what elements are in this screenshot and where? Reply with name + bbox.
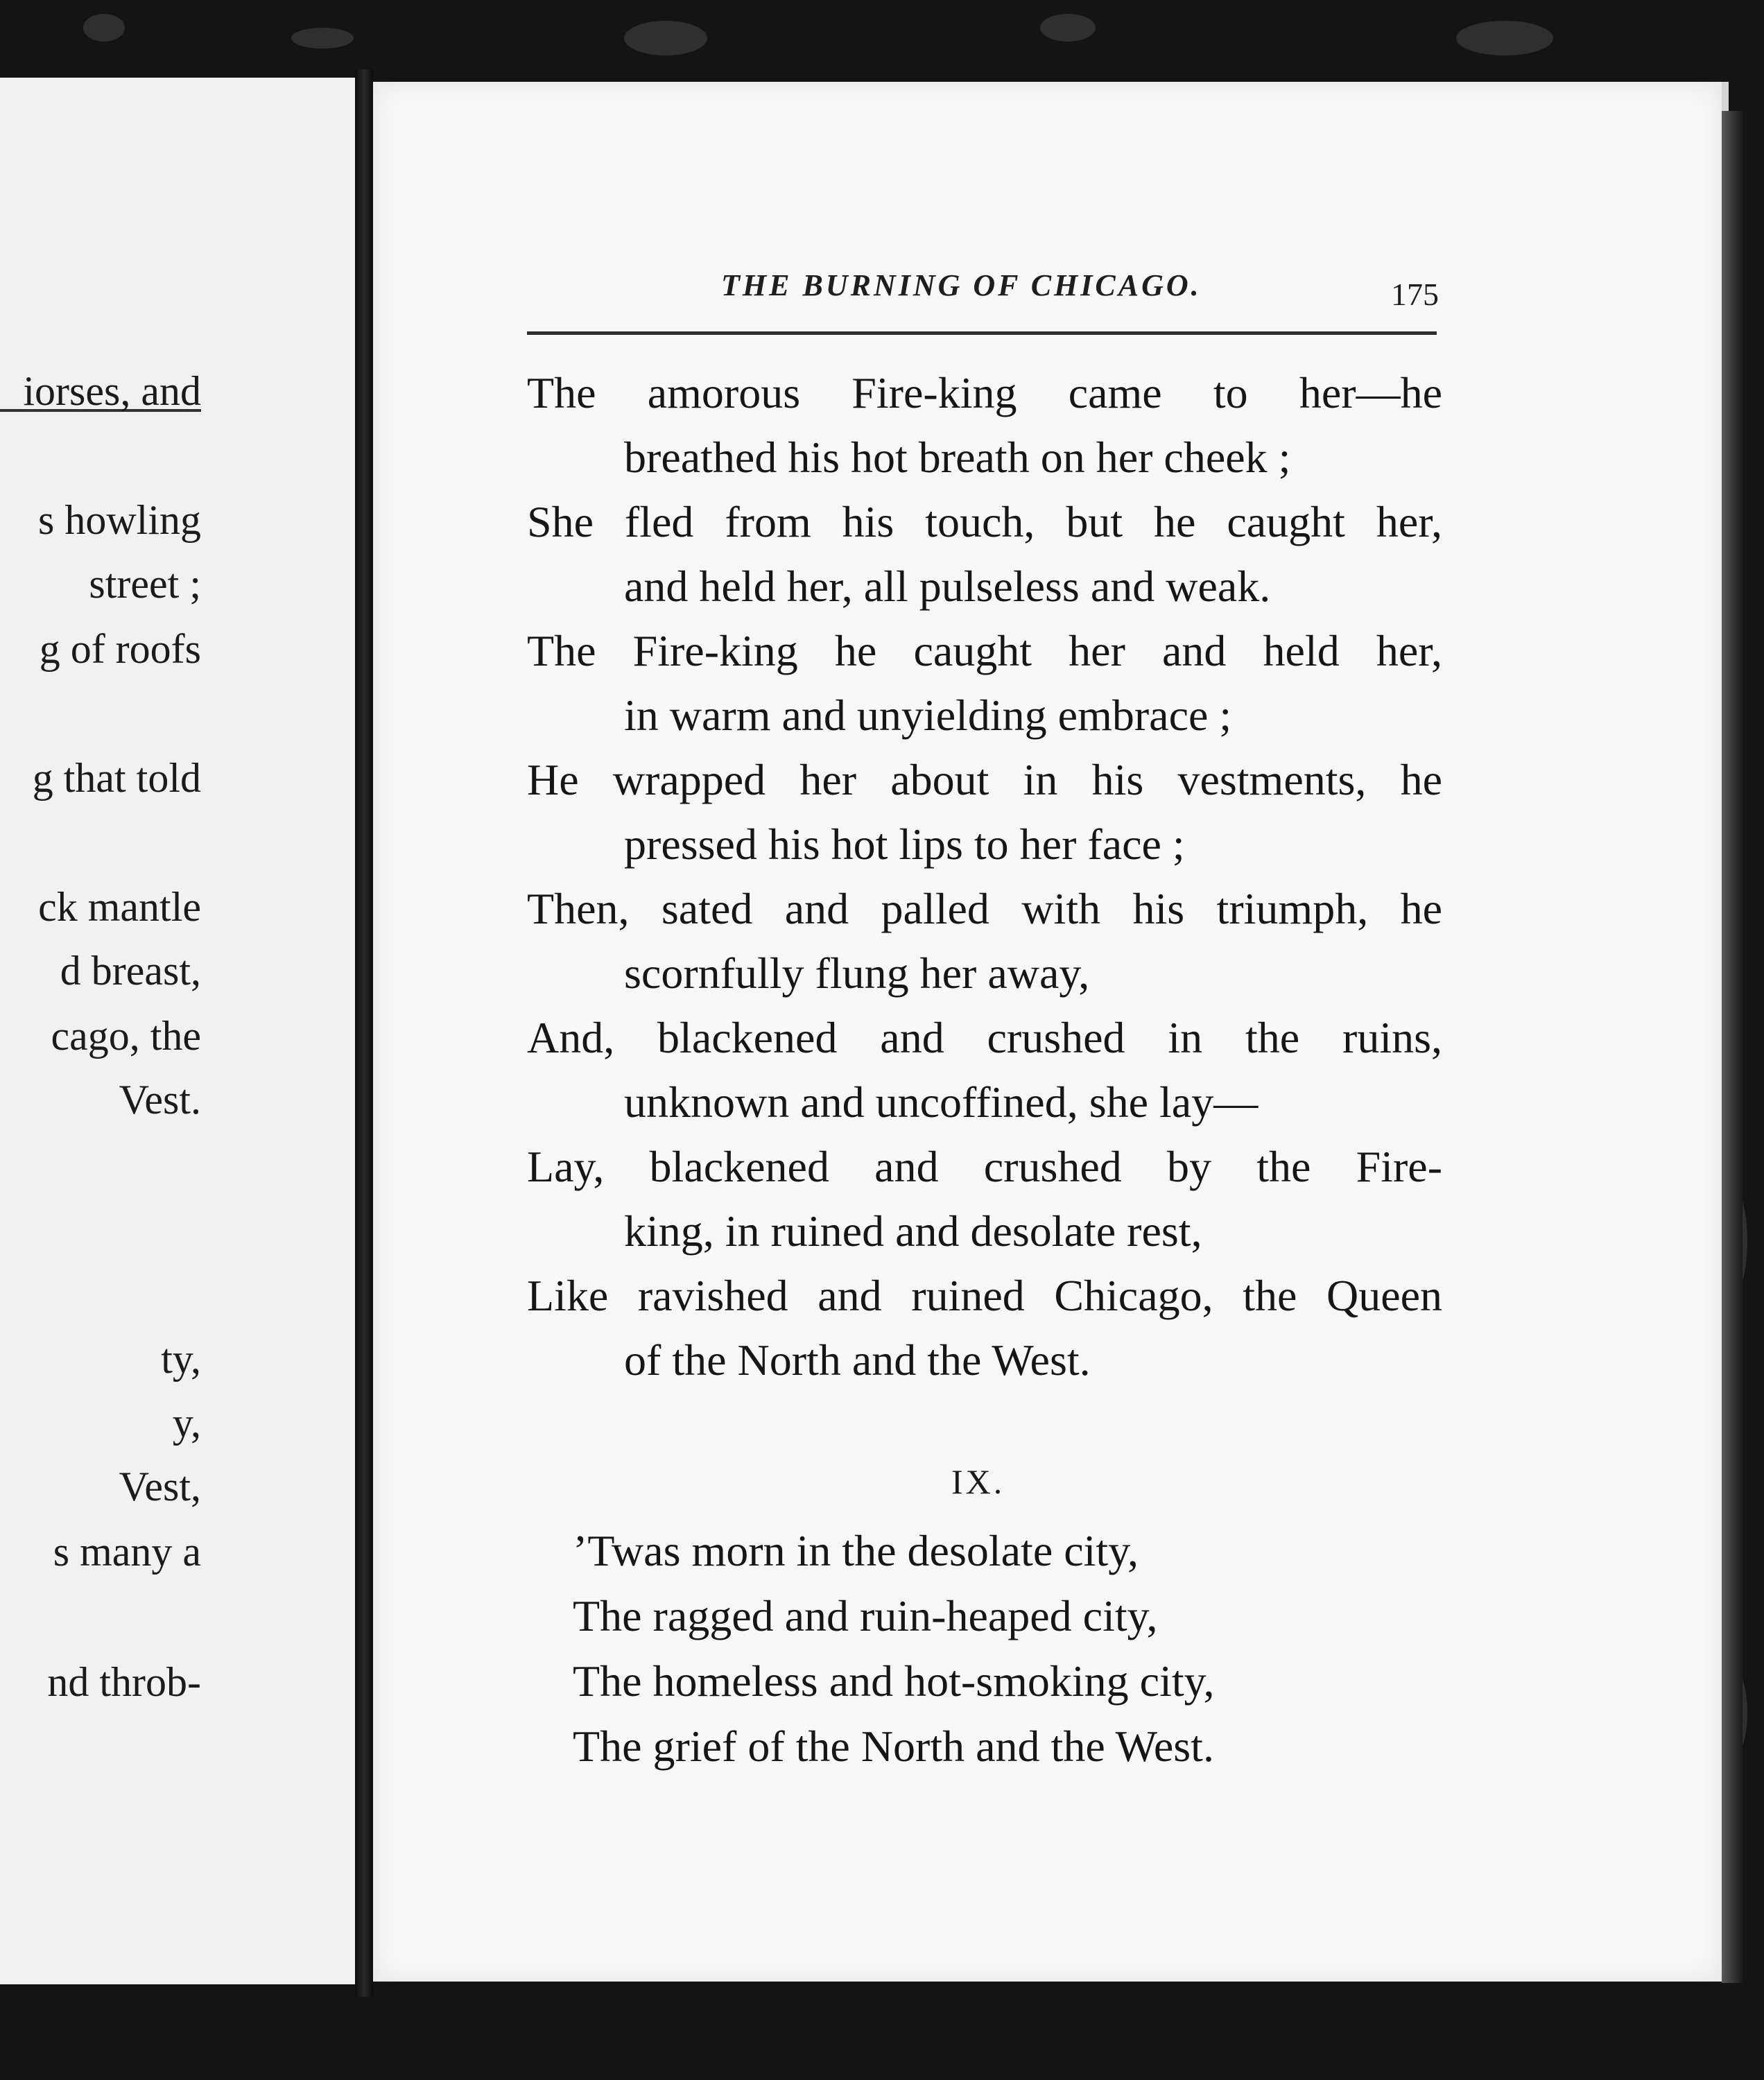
- running-head: THE BURNING OF CHICAGO.: [721, 268, 1202, 302]
- left-line: ck mantle: [38, 884, 201, 930]
- verse-line: and held her, all pulseless and weak.: [624, 562, 1271, 611]
- verse-line: The grief of the North and the West.: [573, 1722, 1214, 1771]
- verse-line: ’Twas morn in the desolate city,: [573, 1526, 1139, 1575]
- left-line: g that told: [32, 755, 201, 801]
- verse-line: scornfully flung her away,: [624, 948, 1090, 998]
- verse-line: unknown and uncoffined, she lay—: [624, 1077, 1259, 1127]
- left-page: [0, 78, 358, 1984]
- verse-line: of the North and the West.: [624, 1335, 1091, 1385]
- page-number: 175: [1391, 277, 1439, 312]
- verse-line: in warm and unyielding embrace ;: [624, 691, 1232, 740]
- stanza-viii: [527, 361, 1442, 1392]
- verse-line: Lay, blackened and crushed by the Fire-: [527, 1142, 1442, 1191]
- left-page-text: [0, 78, 208, 1984]
- verse-line: The ragged and ruin-heaped city,: [573, 1591, 1158, 1640]
- book-gutter: [355, 69, 373, 1997]
- verse-line: She fled from his touch, but he caught her,: [527, 497, 1442, 546]
- header-rule: [527, 331, 1437, 335]
- left-line: cago, the: [51, 1013, 201, 1059]
- left-line: y,: [172, 1400, 201, 1446]
- left-line: ty,: [161, 1336, 201, 1382]
- verse-line: breathed his hot breath on her cheek ;: [624, 433, 1291, 482]
- left-line: s howling: [37, 497, 201, 543]
- left-line: street ;: [89, 561, 201, 607]
- verse-line: pressed his hot lips to her face ;: [624, 820, 1185, 869]
- stanza-ix: [573, 1518, 1405, 1779]
- verse-line: He wrapped her about in his vestments, he: [527, 755, 1442, 804]
- left-line: d breast,: [60, 948, 201, 994]
- section-numeral: IX.: [951, 1462, 1005, 1501]
- left-line: Vest.: [119, 1077, 201, 1123]
- verse-line: The Fire-king he caught her and held her,: [527, 626, 1442, 675]
- verse-line: The homeless and hot-smoking city,: [573, 1656, 1215, 1706]
- verse-line: Then, sated and palled with his triumph, he: [527, 884, 1442, 933]
- left-line: iorses, and: [23, 368, 201, 414]
- verse-line: And, blackened and crushed in the ruins,: [527, 1013, 1442, 1062]
- verse-line: Like ravished and ruined Chicago, the Queen: [527, 1271, 1442, 1320]
- page-edge: [1722, 111, 1743, 1983]
- left-line: nd throb-: [47, 1659, 201, 1705]
- left-line: g of roofs: [39, 626, 201, 672]
- left-line: Vest,: [119, 1464, 201, 1509]
- verse-line: king, in ruined and desolate rest,: [624, 1206, 1202, 1256]
- left-line: s many a: [53, 1529, 201, 1575]
- verse-line: The amorous Fire-king came to her—he: [527, 368, 1442, 417]
